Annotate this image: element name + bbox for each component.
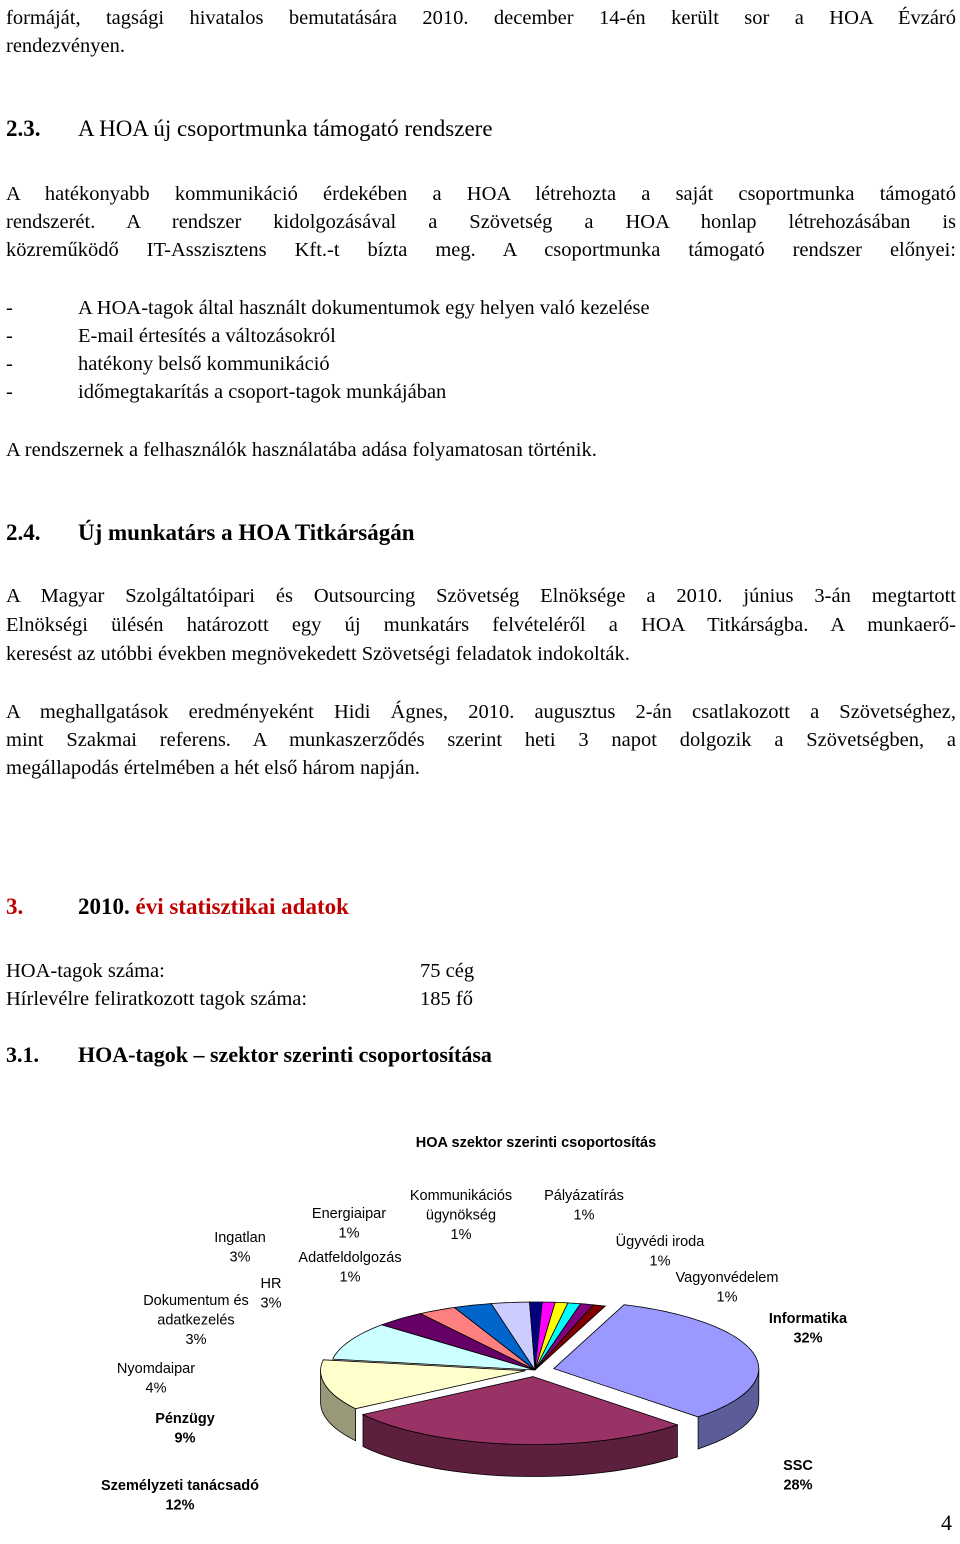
s24-p1-line-3: keresést az utóbbi években megnövekedett Szövetségi feladatok indokolták. xyxy=(6,643,630,665)
pie-label: Informatika 32% xyxy=(768,1311,848,1347)
bullet-item: - hatékony belső kommunikáció xyxy=(6,353,330,375)
pie-label: Ingatlan 3% xyxy=(214,1230,266,1266)
intro-line-1: formáját, tagsági hivatalos bemutatására 2010. december 14-én került sor a HOA Évzáró xyxy=(6,7,956,29)
pie-label: Kommunikációs ügynökség 1% xyxy=(409,1188,513,1243)
section-2-3-title: A HOA új csoportmunka támogató rendszere xyxy=(78,116,493,141)
pie-tops xyxy=(321,1302,759,1445)
intro-line-2: rendezvényen. xyxy=(6,35,125,57)
s24-p1-line-2: Elnökségi ülésén határozott egy új munkatárs felvételéről a HOA Titkárságba. A munkaerő- xyxy=(6,614,956,636)
section-3-1-number: 3.1. xyxy=(6,1042,39,1067)
s23-p2: A rendszernek a felhasználók használatába adása folyamatosan történik. xyxy=(6,439,597,461)
chart-title: HOA szektor szerinti csoportosítás xyxy=(415,1135,657,1151)
section-2-3-number: 2.3. xyxy=(6,116,41,141)
pie-label: Energiaipar 1% xyxy=(311,1206,387,1242)
pie-label: Nyomdaipar 4% xyxy=(116,1361,196,1397)
section-2-4-number: 2.4. xyxy=(6,520,41,545)
pie-label: Ügyvédi iroda 1% xyxy=(615,1234,705,1270)
s24-p2-line-3: megállapodás értelmében a hét első három napján. xyxy=(6,757,420,779)
sector-pie-chart xyxy=(0,1120,960,1520)
s24-p2-line-2: mint Szakmai referens. A munkaszerződés szerint heti 3 napot dolgozik a Szövetségben, a xyxy=(6,729,956,751)
section-3-1-title: HOA-tagok – szektor szerinti csoportosítása xyxy=(78,1042,492,1067)
section-3-number: 3. xyxy=(6,894,24,919)
s24-p1-line-1: A Magyar Szolgáltatóipari és Outsourcing Szövetség Elnöksége a 2010. június 3-án megtartott xyxy=(6,585,956,607)
page-number: 4 xyxy=(941,1510,952,1535)
s23-p1-line-3: közreműködő IT-Asszisztens Kft.-t bízta meg. A csoportmunka támogató rendszer előnyei: xyxy=(6,239,956,261)
pie-label: Dokumentum és adatkezelés 3% xyxy=(143,1293,249,1348)
pie-label: Pénzügy 9% xyxy=(155,1411,215,1447)
stat-value: 185 fő xyxy=(420,988,473,1010)
bullet-item: - időmegtakarítás a csoport-tagok munkájában xyxy=(6,381,447,403)
pie-label: SSC 28% xyxy=(783,1458,813,1494)
section-3-title: 2010. évi statisztikai adatok xyxy=(78,894,349,919)
bullet-item: - E-mail értesítés a változásokról xyxy=(6,325,336,347)
pie-label: HR 3% xyxy=(260,1276,282,1312)
stat-label: Hírlevélre feliratkozott tagok száma: xyxy=(6,988,308,1010)
stat-label: HOA-tagok száma: xyxy=(6,960,165,982)
s24-p2-line-1: A meghallgatások eredményeként Hidi Ágnes, 2010. augusztus 2-án csatlakozott a Szövetséghez, xyxy=(6,701,956,723)
stat-value: 75 cég xyxy=(420,960,475,982)
pie-label: Személyzeti tanácsadó 12% xyxy=(101,1478,259,1514)
pie-label: Vagyonvédelem 1% xyxy=(675,1270,779,1306)
pie-label: Adatfeldolgozás 1% xyxy=(298,1250,402,1286)
bullet-item: - A HOA-tagok által használt dokumentumok egy helyen való kezelése xyxy=(6,297,650,319)
pie-label: Pályázatírás 1% xyxy=(544,1188,624,1224)
s23-p1-line-2: rendszerét. A rendszer kidolgozásával a Szövetség a HOA honlap létrehozásában is xyxy=(6,211,956,233)
s23-p1-line-1: A hatékonyabb kommunikáció érdekében a HOA létrehozta a saját csoportmunka támogató xyxy=(6,183,956,205)
section-2-4-title: Új munkatárs a HOA Titkárságán xyxy=(78,520,415,545)
